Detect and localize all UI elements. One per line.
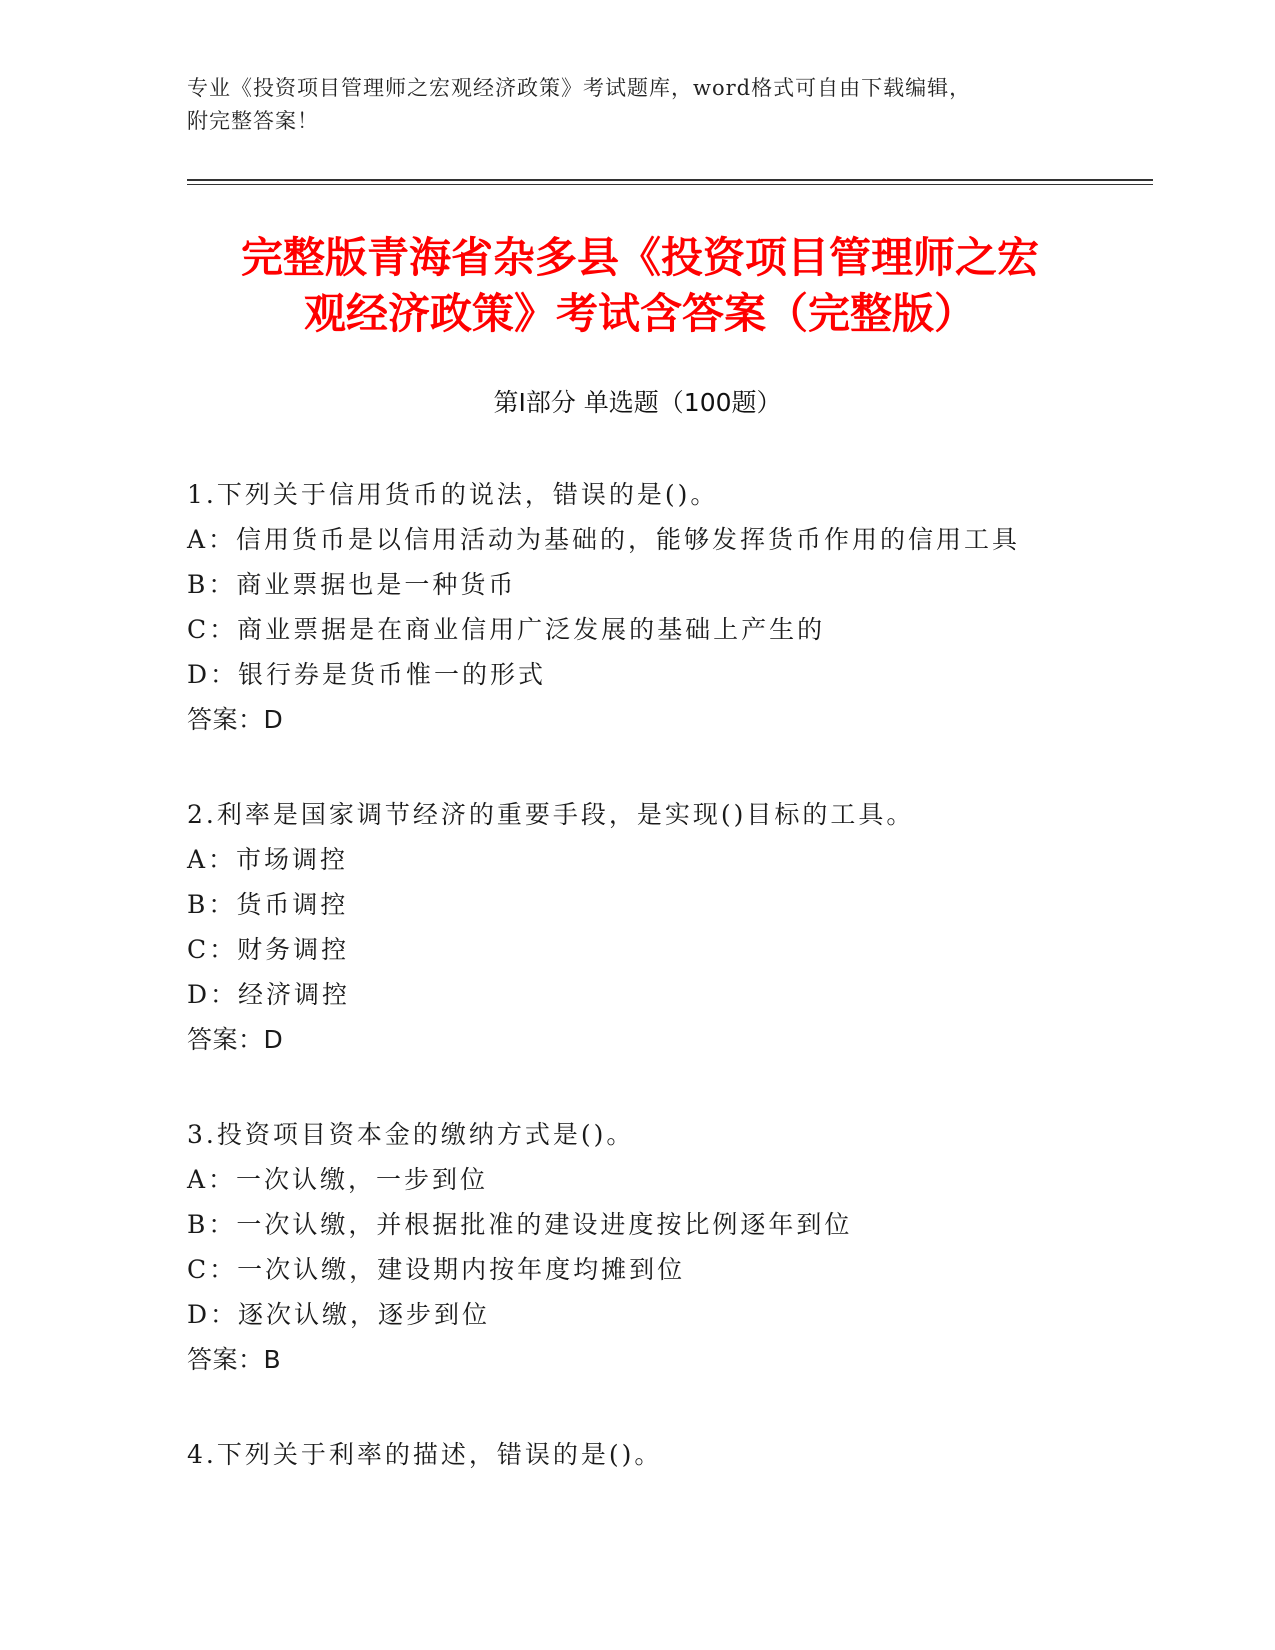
option-a: A：市场调控 (187, 845, 349, 874)
question-stem: 1.下列关于信用货币的说法，错误的是()。 (187, 480, 719, 509)
option-d: D：逐次认缴，逐步到位 (187, 1300, 491, 1329)
question-1 (187, 472, 1147, 742)
header-note-line-2: 附完整答案！ (187, 109, 319, 133)
answer-label: 答案：B (187, 1345, 282, 1374)
question-3 (187, 1112, 1147, 1382)
option-b: B：一次认缴，并根据批准的建设进度按比例逐年到位 (187, 1210, 853, 1239)
question-stem: 3.投资项目资本金的缴纳方式是()。 (187, 1120, 635, 1149)
header-note-line-1: 专业《投资项目管理师之宏观经济政策》考试题库，word格式可自由下载编辑， (187, 76, 972, 100)
question-2 (187, 792, 1147, 1062)
option-b: B：商业票据也是一种货币 (187, 570, 517, 599)
answer-label: 答案：D (187, 705, 284, 734)
option-d: D：经济调控 (187, 980, 351, 1009)
document-title-line-2: 观经济政策》考试含答案（完整版） (303, 289, 976, 338)
header-divider-bottom (187, 184, 1153, 185)
answer-label: 答案：D (187, 1025, 284, 1054)
question-stem: 4.下列关于利率的描述，错误的是()。 (187, 1440, 663, 1469)
option-a: A：信用货币是以信用活动为基础的，能够发挥货币作用的信用工具 (187, 525, 1021, 554)
question-4 (187, 1432, 1147, 1477)
option-d: D：银行券是货币惟一的形式 (187, 660, 547, 689)
option-b: B：货币调控 (187, 890, 349, 919)
document-title-line-1: 完整版青海省杂多县《投资项目管理师之宏 (240, 233, 1039, 282)
document-title (160, 230, 1120, 342)
header-note (187, 72, 1067, 138)
option-c: C：财务调控 (187, 935, 350, 964)
section-heading: 第Ⅰ部分 单选题（100题） (493, 388, 782, 417)
header-divider-top (187, 179, 1153, 181)
option-c: C：商业票据是在商业信用广泛发展的基础上产生的 (187, 615, 826, 644)
option-c: C：一次认缴，建设期内按年度均摊到位 (187, 1255, 686, 1284)
question-stem: 2.利率是国家调节经济的重要手段，是实现()目标的工具。 (187, 800, 915, 829)
option-a: A：一次认缴，一步到位 (187, 1165, 489, 1194)
question-list (187, 472, 1147, 1527)
